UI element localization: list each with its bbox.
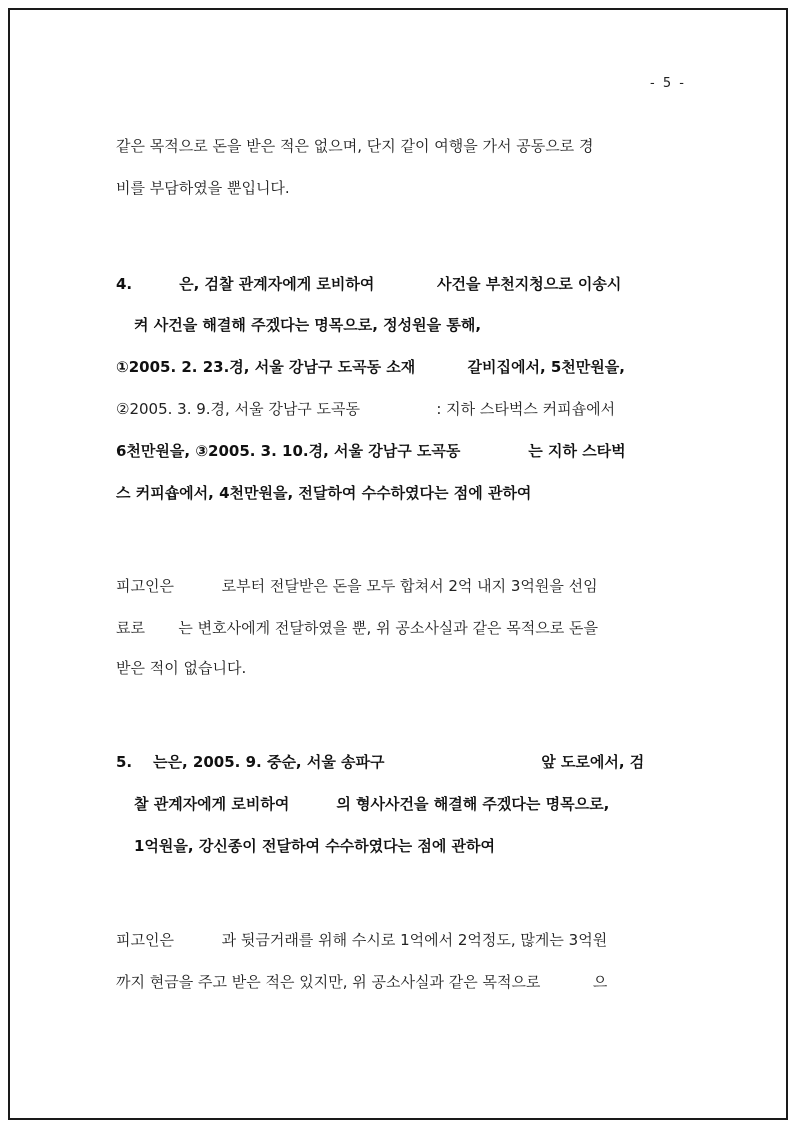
item-4-line: 켜 사건을 해결해 주겠다는 명목으로, 정성원을 통해, [134,316,482,334]
document-page [8,8,788,1120]
item-4-line: ①2005. 2. 23.경, 서울 강남구 도곡동 소재 갈비집에서, 5천만원을, [116,358,625,376]
item-5-heading: 5. 는은, 2005. 9. 중순, 서울 송파구 앞 도로에서, 검 [116,753,645,771]
paragraph-line: 같은 목적으로 돈을 받은 적은 없으며, 단지 같이 여행을 가서 공동으로 경 [116,137,594,155]
paragraph-line: 비를 부담하였을 뿐입니다. [116,179,290,197]
item-4-heading: 4. 은, 검찰 관계자에게 로비하여 사건을 부천지청으로 이송시 [116,275,622,293]
item-4-line: 6천만원을, ③2005. 3. 10.경, 서울 강남구 도곡동 는 지하 스타벅 [116,442,626,460]
answer-4-line: 료로 는 변호사에게 전달하였을 뿐, 위 공소사실과 같은 목적으로 돈을 [116,619,599,637]
answer-4-line: 받은 적이 없습니다. [116,659,247,677]
answer-5-line: 피고인은 과 뒷금거래를 위해 수시로 1억에서 2억정도, 많게는 3억원 [116,931,608,949]
answer-5-line: 까지 현금을 주고 받은 적은 있지만, 위 공소사실과 같은 목적으로 으 [116,973,608,991]
item-5-line: 1억원을, 강신종이 전달하여 수수하였다는 점에 관하여 [134,837,496,855]
item-4-line: 스 커피숍에서, 4천만원을, 전달하여 수수하였다는 점에 관하여 [116,484,532,502]
answer-4-line: 피고인은 로부터 전달받은 돈을 모두 합쳐서 2억 내지 3억원을 선임 [116,577,598,595]
page-number: - 5 - [650,76,686,91]
item-5-line: 찰 관계자에게 로비하여 의 형사사건을 해결해 주겠다는 명목으로, [134,795,610,813]
item-4-line: ②2005. 3. 9.경, 서울 강남구 도곡동 : 지하 스타벅스 커피숍에서 [116,400,616,418]
